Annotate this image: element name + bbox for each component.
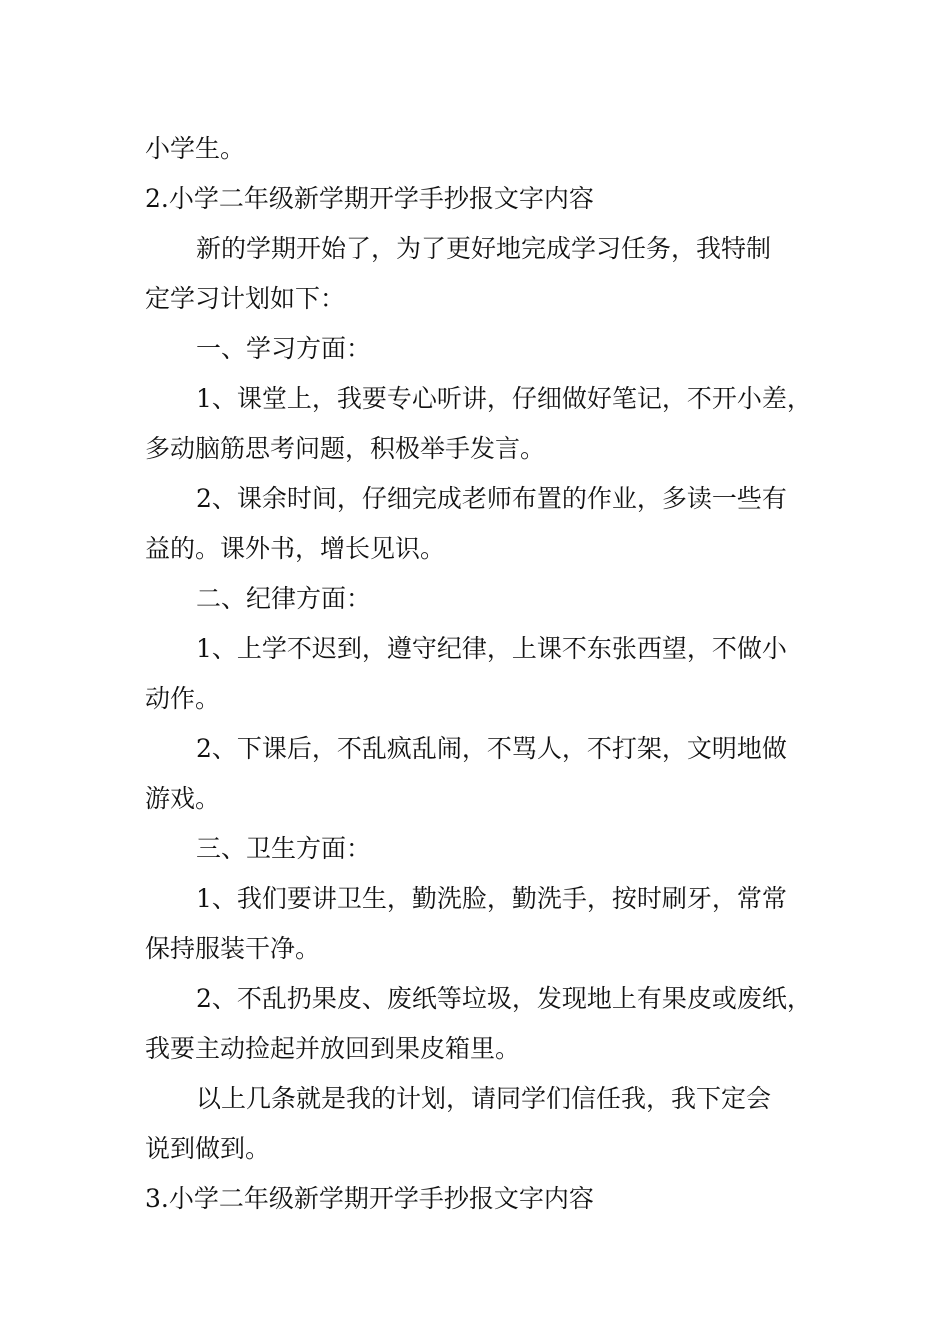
subheading: 二、纪律方面： <box>196 584 372 613</box>
text-line: 小学生。 <box>145 134 246 163</box>
paragraph-line: 1、课堂上，我要专心听讲，仔细做好笔记，不开小差， <box>196 384 812 413</box>
paragraph-line: 多动脑筋思考问题，积极举手发言。 <box>145 434 546 463</box>
paragraph-line: 保持服装干净。 <box>145 934 321 963</box>
paragraph-line: 1、我们要讲卫生，勤洗脸，勤洗手，按时刷牙，常常 <box>196 884 787 913</box>
subheading: 三、卫生方面： <box>196 834 372 863</box>
paragraph-line: 我要主动捡起并放回到果皮箱里。 <box>145 1034 521 1063</box>
paragraph-line: 动作。 <box>145 684 221 713</box>
paragraph-line: 以上几条就是我的计划，请同学们信任我，我下定会 <box>196 1084 772 1113</box>
section-heading: 2.小学二年级新学期开学手抄报文字内容 <box>145 184 594 213</box>
paragraph-line: 游戏。 <box>145 784 221 813</box>
subheading: 一、学习方面： <box>196 334 372 363</box>
paragraph-line: 益的。课外书，增长见识。 <box>145 534 446 563</box>
paragraph-line: 2、课余时间，仔细完成老师布置的作业，多读一些有 <box>196 484 787 513</box>
paragraph-line: 2、不乱扔果皮、废纸等垃圾，发现地上有果皮或废纸， <box>196 984 812 1013</box>
paragraph-line: 新的学期开始了，为了更好地完成学习任务，我特制 <box>196 234 772 263</box>
paragraph-line: 说到做到。 <box>145 1134 271 1163</box>
paragraph-line: 2、下课后，不乱疯乱闹，不骂人，不打架，文明地做 <box>196 734 787 763</box>
paragraph-line: 1、上学不迟到，遵守纪律，上课不东张西望，不做小 <box>196 634 787 663</box>
section-heading: 3.小学二年级新学期开学手抄报文字内容 <box>145 1184 594 1213</box>
paragraph-line: 定学习计划如下： <box>145 284 346 313</box>
